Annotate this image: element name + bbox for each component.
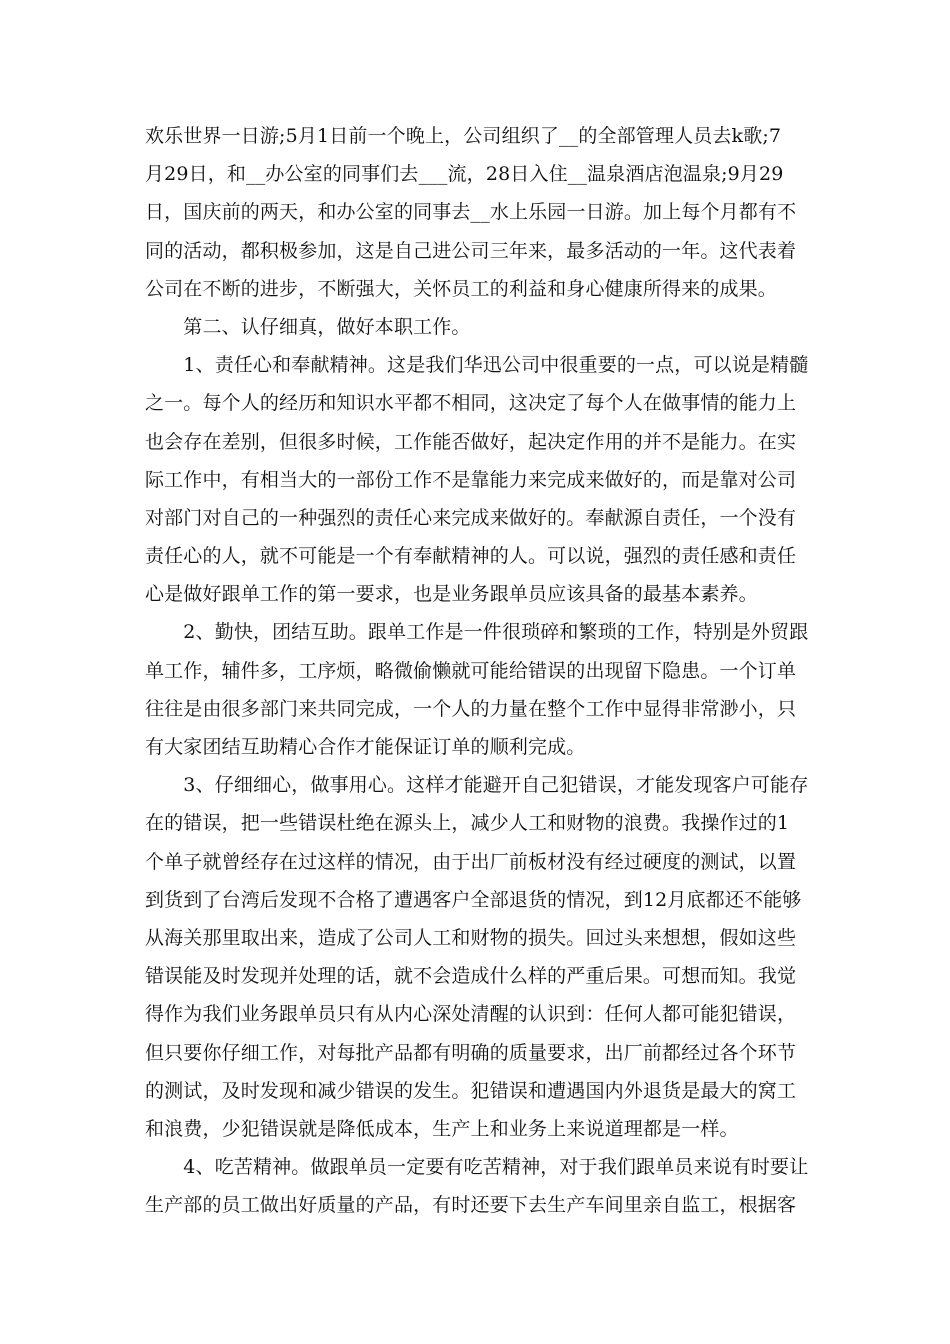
text-line: 个单子就曾经存在过这样的情况，由于出厂前板材没有经过硬度的测试，以置 <box>145 850 797 873</box>
text-line: 公司在不断的进步，不断强大，关怀员工的利益和身心健康所得来的成果。 <box>145 277 777 300</box>
document-body <box>145 117 809 1224</box>
text-line: 从海关那里取出来，造成了公司人工和财物的损失。回过头来想想，假如这些 <box>145 926 797 949</box>
text-line: 同的活动，都积极参加，这是自己进公司三年来，最多活动的一年。这代表着 <box>145 239 797 262</box>
text-line: 往往是由很多部门来共同完成，一个人的力量在整个工作中显得非常渺小，只 <box>145 697 797 720</box>
text-line: 也会存在差别，但很多时候，工作能否做好，起决定作用的并不是能力。在实 <box>145 430 797 453</box>
text-line: 有大家团结互助精心合作才能保证订单的顺利完成。 <box>145 736 586 758</box>
section-heading: 第二、认仔细真，做好本职工作。 <box>145 315 471 338</box>
text-line: 对部门对自己的一种强烈的责任心来完成来做好的。奉献源自责任，一个没有 <box>145 506 797 529</box>
text-line: 和浪费，少犯错误就是降低成本，生产上和业务上来说道理都是一样。 <box>145 1117 739 1140</box>
text-line: 责任心的人，就不可能是一个有奉献精神的人。可以说，强烈的责任感和责任 <box>145 545 797 568</box>
text-line: 月29日，和__办公室的同事们去___流，28日入住__温泉酒店泡温泉;9月29 <box>145 163 784 186</box>
text-line: 在的错误，把一些错误杜绝在源头上，减少人工和财物的浪费。我操作过的1 <box>145 812 790 835</box>
text-line: 心是做好跟单工作的第一要求，也是业务跟单员应该具备的最基本素养。 <box>145 583 758 606</box>
text-line: 之一。每个人的经历和知识水平都不相同，这决定了每个人在做事情的能力上 <box>145 392 797 415</box>
text-line: 4、吃苦精神。做跟单员一定要有吃苦精神，对于我们跟单员来说有时要让 <box>145 1156 809 1179</box>
text-line: 单工作，辅件多，工序烦，略微偷懒就可能给错误的出现留下隐患。一个订单 <box>145 659 797 682</box>
text-line: 3、仔细细心，做事用心。这样才能避开自己犯错误，才能发现客户可能存 <box>145 774 809 797</box>
text-line: 到货到了台湾后发现不合格了遭遇客户全部退货的情况，到12月底都还不能够 <box>145 888 802 911</box>
text-line: 得作为我们业务跟单员只有从内心深处清醒的认识到：任何人都可能犯错误， <box>145 1003 797 1026</box>
text-line: 1、责任心和奉献精神。这是我们华迅公司中很重要的一点，可以说是精髓 <box>145 354 809 377</box>
text-line: 欢乐世界一日游;5月1日前一个晚上，公司组织了__的全部管理人员去k歌;7 <box>145 125 782 147</box>
text-line: 错误能及时发现并处理的话，就不会造成什么样的严重后果。可想而知。我觉 <box>145 965 797 988</box>
text-line: 际工作中，有相当大的一部份工作不是靠能力来完成来做好的，而是靠对公司 <box>145 468 797 491</box>
text-line: 2、勤快，团结互助。跟单工作是一件很琐碎和繁琐的工作，特别是外贸跟 <box>145 621 809 644</box>
text-line: 但只要你仔细工作，对每批产品都有明确的质量要求，出厂前都经过各个环节 <box>145 1041 797 1064</box>
text-line: 的测试，及时发现和减少错误的发生。犯错误和遭遇国内外退货是最大的窝工 <box>145 1079 797 1102</box>
text-line: 生产部的员工做出好质量的产品，有时还要下去生产车间里亲自监工，根据客 <box>145 1194 797 1217</box>
text-line: 日，国庆前的两天，和办公室的同事去__水上乐园一日游。加上每个月都有不 <box>145 201 797 224</box>
